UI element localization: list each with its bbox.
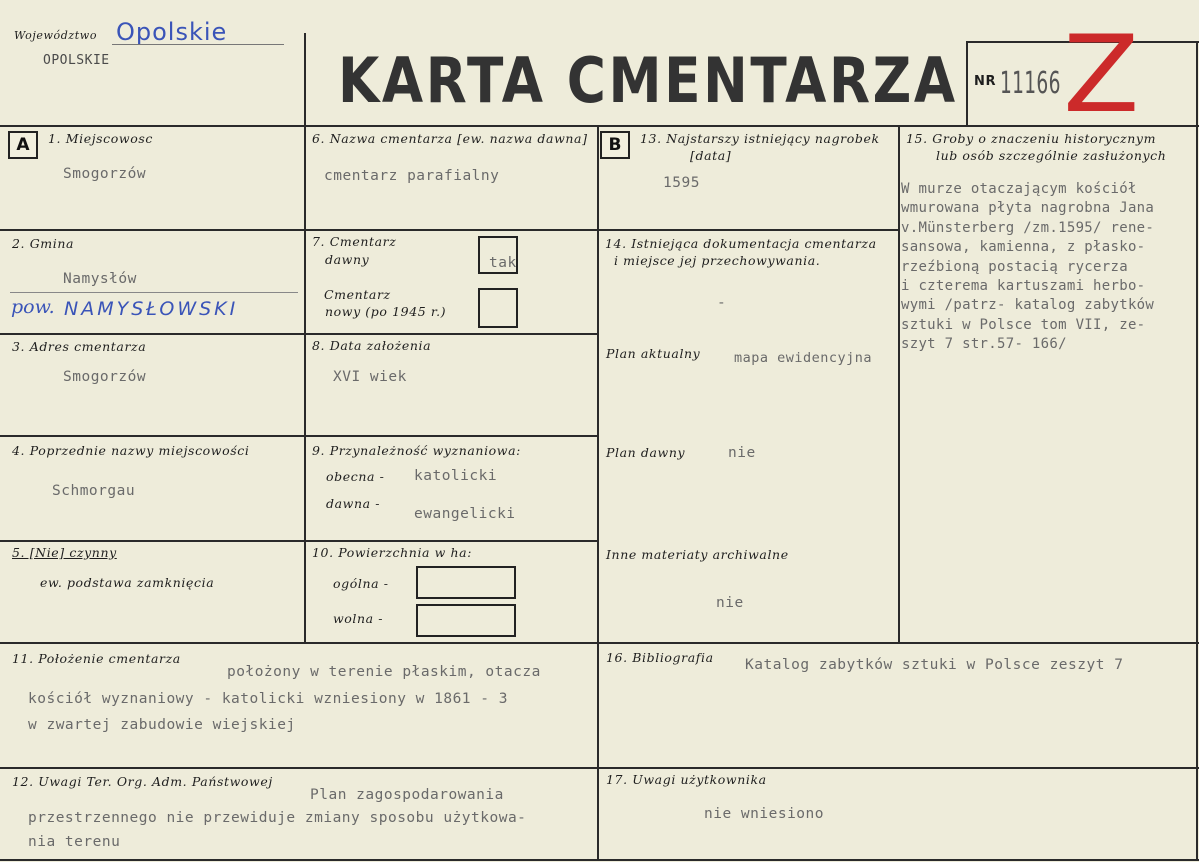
- divider: [0, 540, 597, 542]
- field-15-label: 15. Groby o znaczeniu historycznym: [906, 131, 1157, 146]
- nr-label: NR: [974, 74, 997, 89]
- field-13-sublabel: [data]: [690, 148, 732, 163]
- section-a-marker: A: [8, 131, 38, 159]
- category-mark: Z: [1063, 13, 1140, 136]
- plan-dawny-label: Plan dawny: [606, 445, 686, 460]
- divider: [304, 33, 306, 643]
- field-3-label: 3. Adres cmentarza: [12, 339, 147, 354]
- divider: [597, 125, 599, 861]
- divider: [966, 41, 968, 125]
- field-14-sublabel: i miejsce jej przechowywania.: [614, 253, 821, 268]
- plan-aktualny-label: Plan aktualny: [606, 346, 701, 361]
- wojewodztwo-underline: [112, 44, 284, 45]
- field-12-line-2: przestrzennego nie przewiduje zmiany sposobu użytkowa-: [28, 810, 527, 826]
- field-4-value: Schmorgau: [52, 483, 136, 499]
- pow-stamp: NAMYSŁOWSKI: [64, 298, 239, 320]
- field-7-new-label: Cmentarz: [324, 287, 391, 302]
- divider: [898, 125, 900, 643]
- divider: [0, 125, 1199, 127]
- field-11-line-2: kościół wyznaniowy - katolicki wzniesiony w 1861 - 3: [28, 691, 508, 707]
- page-title: KARTA CMENTARZA: [338, 44, 958, 117]
- field-8-label: 8. Data założenia: [312, 338, 432, 353]
- field-9-label: 9. Przynależność wyznaniowa:: [312, 443, 521, 458]
- field-7-new-sublabel: nowy (po 1945 r.): [325, 304, 447, 319]
- wolna-input[interactable]: [416, 604, 516, 637]
- dawna-label: dawna -: [326, 496, 381, 511]
- field-14-value: -: [717, 295, 727, 311]
- field-1-value: Smogorzów: [63, 166, 147, 182]
- field-2-label: 2. Gmina: [12, 236, 75, 251]
- divider: [0, 333, 597, 335]
- field-14-label: 14. Istniejąca dokumentacja cmentarza: [605, 236, 877, 251]
- dawna-value: ewangelicki: [414, 506, 516, 522]
- field-7-label: 7. Cmentarz: [312, 234, 397, 249]
- ogolna-label: ogólna -: [333, 576, 389, 591]
- field-10-label: 10. Powierzchnia w ha:: [312, 545, 473, 560]
- field-11-line-3: w zwartej zabudowie wiejskiej: [28, 717, 296, 733]
- field-11-label: 11. Położenie cmentarza: [12, 651, 181, 666]
- field-5-sublabel: ew. podstawa zamknięcia: [40, 575, 215, 590]
- field-12-label: 12. Uwagi Ter. Org. Adm. Państwowej: [12, 774, 273, 789]
- field-6-label: 6. Nazwa cmentarza [ew. nazwa dawna]: [312, 131, 588, 146]
- wojewodztwo-typed: OPOLSKIE: [43, 53, 110, 68]
- nowy-checkbox[interactable]: [478, 288, 518, 328]
- field-8-value: XVI wiek: [333, 369, 407, 385]
- field-13-label: 13. Najstarszy istniejący nagrobek: [640, 131, 880, 146]
- field-11-line-1: położony w terenie płaskim, otacza: [227, 664, 541, 680]
- inne-label: Inne materiaty archiwalne: [606, 547, 789, 562]
- field-1-label: 1. Miejscowosc: [48, 131, 153, 146]
- plan-aktualny-value: mapa ewidencyjna: [734, 350, 873, 366]
- divider: [0, 229, 597, 231]
- field-12-line-1: Plan zagospodarowania: [310, 787, 504, 803]
- field-4-label: 4. Poprzednie nazwy miejscowości: [12, 443, 250, 458]
- divider: [0, 767, 1199, 769]
- plan-dawny-value: nie: [728, 445, 756, 461]
- section-b-marker: B: [600, 131, 630, 159]
- field-3-value: Smogorzów: [63, 369, 147, 385]
- nr-value: 11166: [1000, 66, 1061, 101]
- divider: [597, 229, 899, 231]
- obecna-value: katolicki: [414, 468, 498, 484]
- divider: [0, 642, 1199, 644]
- divider: [1196, 41, 1198, 861]
- wolna-label: wolna -: [333, 611, 384, 626]
- ogolna-input[interactable]: [416, 566, 516, 599]
- field-7-value: tak: [489, 255, 517, 271]
- field-2-value: Namysłów: [63, 271, 137, 287]
- field-7-sublabel: dawny: [325, 252, 370, 267]
- field-12-line-3: nia terenu: [28, 834, 121, 850]
- divider: [0, 859, 1199, 861]
- field-5-label: 5. [Nie] czynny: [12, 545, 117, 560]
- field-15-sublabel: lub osób szczególnie zasłużonych: [936, 148, 1167, 163]
- pow-prefix: pow.: [11, 296, 55, 318]
- field-17-label: 17. Uwagi użytkownika: [606, 772, 767, 787]
- obecna-label: obecna -: [326, 469, 385, 484]
- wojewodztwo-stamp: Opolskie: [116, 18, 228, 46]
- field-13-value: 1595: [663, 175, 700, 191]
- inne-value: nie: [716, 595, 744, 611]
- field-6-value: cmentarz parafialny: [324, 168, 500, 184]
- divider: [0, 435, 597, 437]
- field-15-text: W murze otaczającym kościół wmurowana płyta nagrobna Jana v.Münsterberg /zm.1595/ rene- sansowa, kamienna, z płasko- rzeźbioną postacią rycerza i czterema kartuszami herbo- wymi /patrz- katalog zabytków sztuki w Polsce tom VII, ze- szyt 7 str.57- 166/: [901, 181, 1155, 353]
- field-16-label: 16. Bibliografia: [606, 650, 714, 665]
- field-16-value: Katalog zabytków sztuki w Polsce zeszyt 7: [745, 657, 1124, 673]
- field-2-underline: [10, 292, 298, 293]
- wojewodztwo-label: Województwo: [14, 29, 98, 42]
- field-17-value: nie wniesiono: [704, 806, 824, 822]
